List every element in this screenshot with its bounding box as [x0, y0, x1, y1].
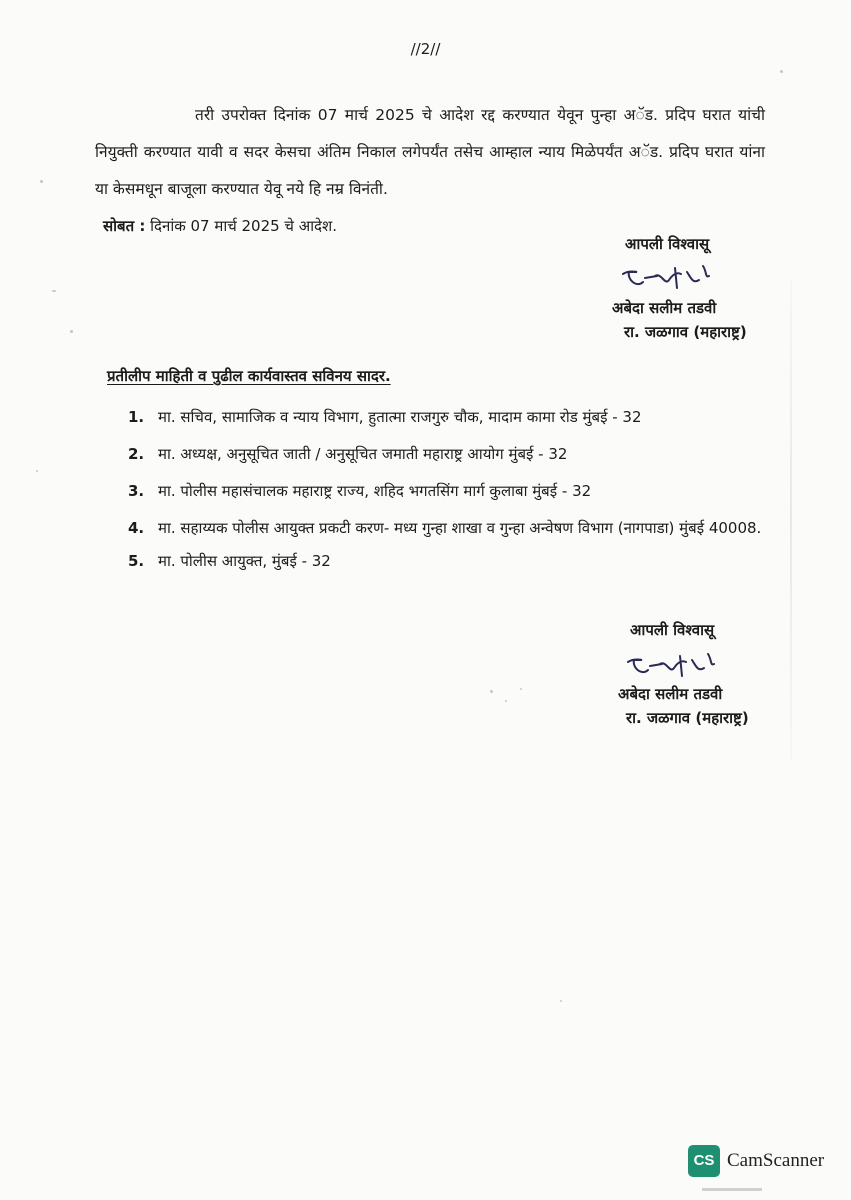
list-item-number: 4.	[128, 519, 145, 537]
scan-edge-shadow	[790, 280, 792, 760]
enclosure-label: सोबत :	[103, 217, 146, 235]
watermark-underline	[702, 1188, 762, 1191]
list-item-number: 3.	[128, 482, 145, 500]
camscanner-watermark: CamScanner	[727, 1150, 825, 1171]
list-item	[128, 550, 768, 573]
camscanner-logo-icon: CS	[688, 1145, 720, 1177]
scan-speck	[40, 180, 43, 183]
list-item-text: मा. अध्यक्ष, अनुसूचित जाती / अनुसूचित जमाती महाराष्ट्र आयोग मुंबई - 32	[158, 445, 568, 463]
scan-speck	[780, 70, 783, 73]
signatory-name-2: अबेदा सलीम तडवी	[618, 685, 723, 703]
enclosure-text: दिनांक 07 मार्च 2025 चे आदेश.	[145, 217, 337, 235]
list-item-number: 5.	[128, 552, 145, 570]
copy-heading: प्रतीलीप माहिती व पुढील कार्यवास्तव सविनय सादर.	[107, 367, 391, 385]
copy-list	[128, 406, 768, 573]
enclosure-line	[103, 216, 337, 236]
signature-2	[620, 648, 740, 688]
page-number: //2//	[410, 40, 441, 58]
closing-salutation-1: आपली विश्वासू	[625, 235, 710, 253]
scan-speck	[52, 290, 56, 292]
signature-1	[615, 262, 735, 302]
signature-1-text: अबेदा	[615, 262, 618, 263]
body-paragraph-text: तरी उपरोक्त दिनांक 07 मार्च 2025 चे आदेश रद्द करण्यात येवून पुन्हा अॅड. प्रदिप घरात यांची नियुक्ती करण्यात यावी व सदर केसचा अंतिम निकाल लगेपर्यंत तसेच आम्हाल न्याय मिळेपर्यंत अॅड. प्रदिप घरात यांना या केसमधून बाजूला करण्यात येवू नये हि नम्र विनंती.	[95, 106, 765, 198]
signatory-address-2: रा. जळगाव (महाराष्ट्र)	[626, 709, 749, 727]
scan-speck	[70, 330, 73, 333]
list-item-text: मा. सचिव, सामाजिक व न्याय विभाग, हुतात्मा राजगुरु चौक, मादाम कामा रोड मुंबई - 32	[158, 408, 642, 426]
list-item-text: मा. पोलीस महासंचालक महाराष्ट्र राज्य, शहिद भगतसिंग मार्ग कुलाबा मुंबई - 32	[158, 482, 592, 500]
signature-2-text: अबेदा	[620, 648, 623, 649]
list-item-text: मा. पोलीस आयुक्त, मुंबई - 32	[158, 552, 331, 570]
list-item	[128, 480, 768, 503]
list-item-number: 2.	[128, 445, 145, 463]
scan-speck	[560, 1000, 562, 1002]
scan-speck	[505, 700, 507, 702]
scan-speck	[36, 470, 38, 472]
signatory-address-1: रा. जळगाव (महाराष्ट्र)	[624, 323, 747, 341]
list-item-text: मा. सहाय्यक पोलीस आयुक्त प्रकटी करण- मध्य गुन्हा शाखा व गुन्हा अन्वेषण विभाग (नागपाडा) मुंबई 40008.	[158, 519, 762, 537]
scan-speck	[490, 690, 493, 693]
list-item-number: 1.	[128, 408, 145, 426]
list-item	[128, 517, 768, 540]
scan-speck	[520, 688, 522, 690]
body-paragraph	[95, 97, 765, 208]
list-item	[128, 406, 768, 429]
closing-salutation-2: आपली विश्वासू	[630, 621, 715, 639]
list-item	[128, 443, 768, 466]
signatory-name-1: अबेदा सलीम तडवी	[612, 299, 717, 317]
